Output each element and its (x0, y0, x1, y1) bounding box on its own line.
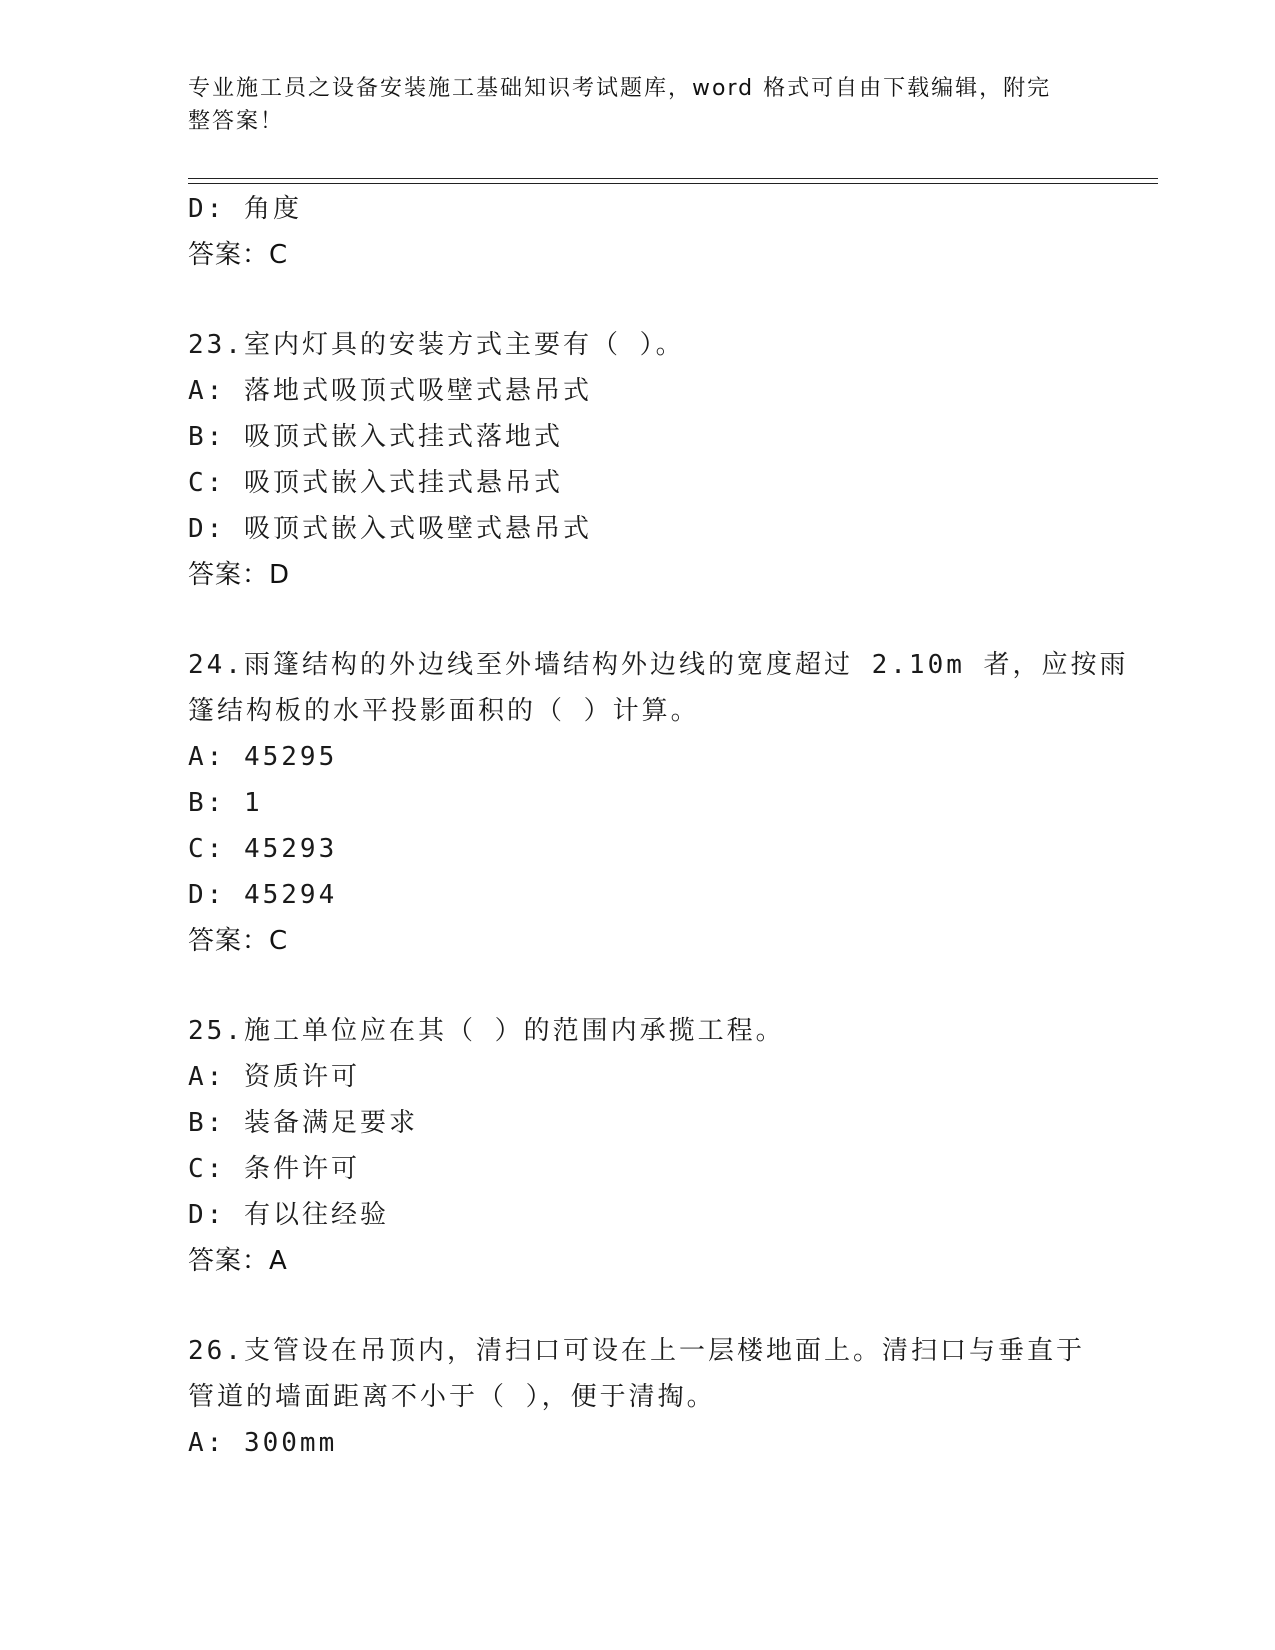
question-22 (188, 186, 1088, 278)
question-stem-line-2: 篷结构板的水平投影面积的（ ）计算。 (188, 696, 700, 726)
question-stem: 23.室内灯具的安装方式主要有（ ）。 (188, 330, 685, 360)
header-divider-bottom (188, 183, 1158, 184)
option-b: B: 装备满足要求 (188, 1108, 418, 1138)
question-23 (188, 322, 1088, 598)
answer: 答案：A (188, 1246, 288, 1276)
question-24 (188, 642, 1129, 964)
question-stem: 25.施工单位应在其（ ）的范围内承揽工程。 (188, 1016, 785, 1046)
question-stem-line-1: 24.雨篷结构的外边线至外墙结构外边线的宽度超过 2.10m 者，应按雨 (188, 650, 1129, 680)
header-title-line-1: 专业施工员之设备安装施工基础知识考试题库，word 格式可自由下载编辑，附完 (188, 76, 1052, 101)
option-d: D: 吸顶式嵌入式吸壁式悬吊式 (188, 514, 592, 544)
question-25 (188, 1008, 1088, 1284)
option-a: A: 资质许可 (188, 1062, 360, 1092)
option-c: C: 吸顶式嵌入式挂式悬吊式 (188, 468, 563, 498)
option-b: B: 1 (188, 788, 263, 818)
option-b: B: 吸顶式嵌入式挂式落地式 (188, 422, 563, 452)
question-stem-line-2: 管道的墙面距离不小于（ ），便于清掏。 (188, 1382, 716, 1412)
header-title-line-2: 整答案！ (188, 109, 285, 134)
option-a: A: 300mm (188, 1428, 338, 1458)
answer: 答案：D (188, 560, 291, 590)
option-c: C: 45293 (188, 834, 338, 864)
option-d: D: 45294 (188, 880, 338, 910)
option-d: D: 角度 (188, 194, 302, 224)
document-header (188, 72, 1088, 138)
option-c: C: 条件许可 (188, 1154, 360, 1184)
question-stem-line-1: 26.支管设在吊顶内，清扫口可设在上一层楼地面上。清扫口与垂直于 (188, 1336, 1085, 1366)
option-a: A: 45295 (188, 742, 338, 772)
question-list (188, 186, 1129, 1466)
option-d: D: 有以往经验 (188, 1200, 389, 1230)
option-a: A: 落地式吸顶式吸壁式悬吊式 (188, 376, 592, 406)
answer: 答案：C (188, 926, 289, 956)
answer: 答案：C (188, 240, 289, 270)
question-26 (188, 1328, 1088, 1466)
header-divider-top (188, 178, 1158, 179)
